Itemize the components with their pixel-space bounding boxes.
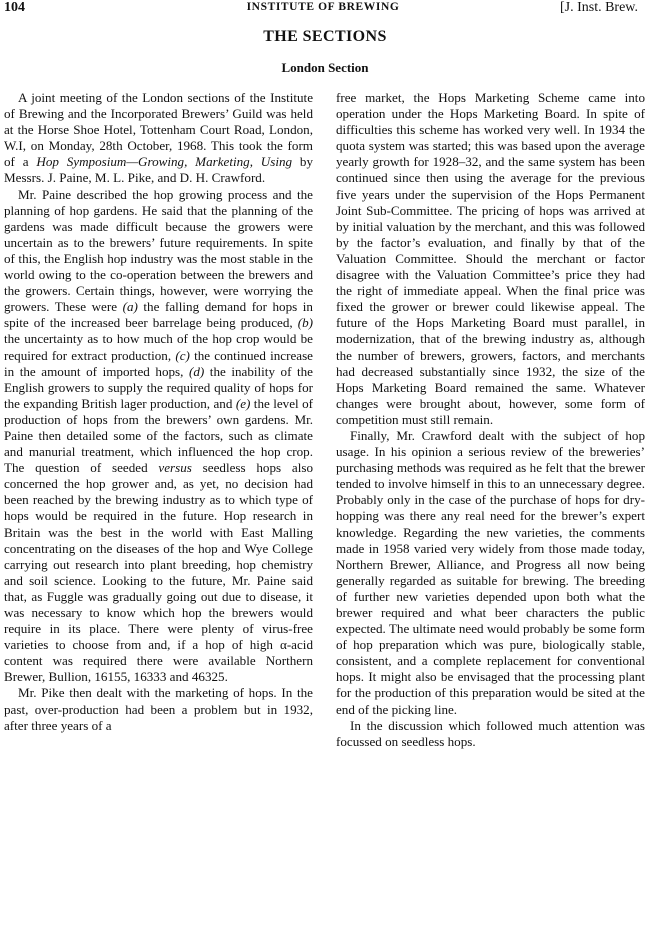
symposium-title: Hop Symposium—Growing, Marketing, Using bbox=[36, 154, 293, 170]
page-number: 104 bbox=[4, 0, 25, 15]
journal-reference: [J. Inst. Brew. bbox=[559, 0, 638, 15]
left-column bbox=[4, 90, 313, 734]
paragraph-pike: Mr. Pike then dealt with the marketing of hops. In the past, over-production had been a problem but in 1932, after three years of a bbox=[4, 685, 313, 733]
paragraph-discussion: In the discussion which followed much attention was focussed on seedless hops. bbox=[336, 717, 645, 749]
running-title: INSTITUTE OF BREWING bbox=[246, 1, 400, 13]
right-column bbox=[336, 90, 645, 750]
section-title: London Section bbox=[281, 60, 369, 75]
paragraph-crawford: Finally, Mr. Crawford dealt with the subject of hop usage. In his opinion a serious review of the breweries’ purchasing methods was required as he felt that the brewer tended to involve himself in this to an unnecessary degree. Probably only in the case of the purchase of hops for dry-hopping was there any real need for the brewer’s expert knowledge. Regarding the new varieties, the comments made in 1958 varied very widely from those made today, Northern Brewer, Alliance, and Progress all now being generally regarded as suitable for brewing. The breeding of further new varieties depended upon both what the brewer required and what beer characters the public expected. The ultimate need would probably be some form of hop preparation which was pure, biologically stable, consistent, and a complete replacement for conventional hops. It might also be envisaged that the processing plant for the production of this preparation would be sited at the end of the picking line. bbox=[336, 427, 645, 717]
paragraph-meeting-intro: A joint meeting of the London sections of the Institute of Brewing and the Incorporated Brewers’ Guild was held at the Horse Shoe Hotel, Tottenham Court Road, London, W.I, on Monday, 28th October, 1968. This took the form of a Hop Symposium—Growing, Marketing, Using by Messrs. J. Paine, M. L. Pike, and D. H. Crawford. bbox=[4, 90, 313, 186]
page-title: THE SECTIONS bbox=[263, 28, 387, 45]
running-header bbox=[2, 0, 644, 16]
paragraph-paine: Mr. Paine described the hop growing process and the planning of hop gardens. He said that the planning of the gardens was made difficult because the growers were uncertain as to the brewers’ future requirements. In spite of this, the English hop industry was the most stable in the world owing to the co-operation between the brewers and the growers. Certain things, however, were worrying the growers. These were (a) the falling demand for hops in spite of the increased beer barrelage being produced, (b) the uncertainty as to how much of the hop crop would be required for extract production, (c) the continued increase in the amount of imported hops, (d) the inability of the English growers to supply the required quality of hops for the expanding British lager production, and (e) the level of production of hops from the brewers’ own gardens. Mr. Paine then detailed some of the factors, such as climate and manurial treatment, which influenced the hop crop. The question of seeded versus seedless hops also concerned the hop grower and, as yet, no decision had been reached by the brewing industry as to which type of hops would be required in the future. Hop research in Britain was the best in the world with East Malling concentrating on the diseases of the hop and Wye College carrying out research into plant breeding, hop chemistry and soil science. Looking to the future, Mr. Paine said that, as Fuggle was gradually going out due to disease, it was necessary to know which hop the brewers would require in its place. There were plenty of virus-free varieties to choose from and, if a hop of high α-acid content was required there were available Northern Brewer, Bullion, 16155, 16333 and 46325. bbox=[4, 186, 314, 685]
paragraph-pike-continued: free market, the Hops Marketing Scheme came into operation under the Hops Marketing Board. In spite of difficulties this scheme has worked very well. In 1934 the quota system was started; this was based upon the average yearly growth for 1928–32, and the same system has been continued since then using the average for the previous five years under the supervision of the Hops Permanent Joint Sub-Committee. The pricing of hops was arrived at by initial valuation by the merchant, and this was followed by the factor’s evaluation, and finally by that of the Valuation Committee. Should the merchant or factor disagree with the Valuation Committee’s price they had the right of immediate appeal. When the final price was fixed the grower or brewer could likewise appeal. The future of the Hops Marketing Board must parallel, in modernization, that of the brewing industry as, although the number of brewers, growers, factors, and merchants had decreased substantially since 1932, the size of the Hops Marketing Board remained the same. Whatever changes were brought about, however, some form of competition must still remain. bbox=[336, 90, 645, 427]
